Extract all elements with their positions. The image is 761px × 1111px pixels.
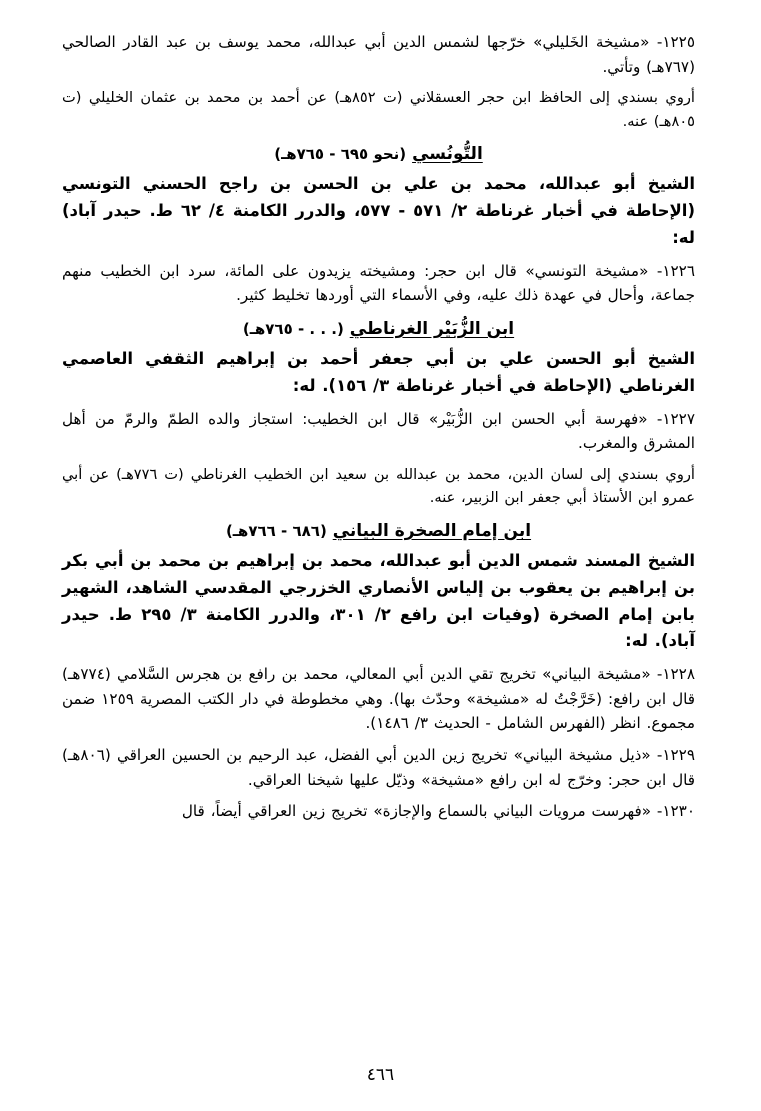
heading-ibn-zubayr-years: (. . . - ٧٦٥هـ) [242, 319, 344, 338]
entry-1230-text: ١٢٣٠- «فهرست مرويات البياني بالسماع والإجازة» تخريج زين العراقي أيضاً، قال [181, 802, 695, 821]
heading-ibn-imam-years: (٦٨٦ - ٧٦٦هـ) [225, 521, 327, 540]
bio-ibn-imam-text: الشيخ المسند شمس الدين أبو عبدالله، محمد بن إبراهيم بن محمد بن أبي بكر بن إبراهيم بن يعقوب بن إلياس الأنصاري الخزرجي المقدسي الشاهد، الشهير بابن إمام الصخرة (وفيات ابن رافع ٢/ ٣٠١، والدرر الكامنة ٣/ ٢٩٥ ط. حيدر آباد). له: [62, 551, 695, 651]
entry-1225 [62, 30, 695, 79]
entry-1226 [62, 259, 695, 308]
heading-tunisi-years: (نحو ٦٩٥ - ٧٦٥هـ) [274, 144, 407, 163]
entry-1229 [62, 743, 695, 792]
page-number: ٤٦٦ [366, 1065, 395, 1085]
entry-1228-text: ١٢٢٨- «مشيخة البياني» تخريج تقي الدين أبي المعالي، محمد بن رافع بن هجرس السَّلامي (٧٧٤هـ) قال ابن رافع: (خَرَّجْتُ له «مشيخة» وحدّث بها). وهي مخطوطة في دار الكتب المصرية ١٢٥٩ ضمن مجموع. انظر (الفهرس الشامل - الحديث ٣/ ١٤٨٦). [62, 665, 695, 733]
bio-ibn-zubayr-text: الشيخ أبو الحسن علي بن أبي جعفر أحمد بن إبراهيم الثقفي العاصمي الغرناطي (الإحاطة في أخبار غرناطة ٣/ ١٥٦). له: [62, 349, 695, 396]
heading-tunisi [62, 142, 695, 168]
entry-1228 [62, 662, 695, 736]
heading-ibn-zubayr [62, 317, 695, 343]
bio-tunisi-text: الشيخ أبو عبدالله، محمد بن علي بن الحسن بن راجح الحسني التونسي (الإحاطة في أخبار غرناطة ٢/ ٥٧١ - ٥٧٧، والدرر الكامنة ٤/ ٦٢ ط. حيدر آباد) له: [62, 174, 695, 247]
heading-ibn-zubayr-title: ابن الزُّبَيْر الغرناطي [349, 318, 515, 339]
heading-ibn-imam-title: ابن إمام الصخرة البياني [332, 520, 532, 541]
entry-1226-text: ١٢٢٦- «مشيخة التونسي» قال ابن حجر: ومشيخته يزيدون على المائة، سرد ابن الخطيب منهم جماعة، وأحال في عهدة ذلك عليه، وفي الأسماء التي أوردها تخليط كثير. [62, 261, 695, 305]
bio-ibn-imam [62, 548, 695, 655]
note-1227-text: أروي بسندي إلى لسان الدين، محمد بن عبدالله بن سعيد ابن الخطيب الغرناطي (ت ٧٧٦هـ) عن أبي عمرو ابن الأستاذ أبي جعفر ابن الزبير، عنه. [62, 466, 695, 507]
note-1227 [62, 463, 695, 510]
heading-ibn-imam [62, 519, 695, 545]
entry-1230 [62, 799, 695, 824]
note-1225-text: أروي بسندي إلى الحافظ ابن حجر العسقلاني (ت ٨٥٢هـ) عن أحمد بن محمد بن عثمان الخليلي (ت ٨٠٥هـ) عنه. [62, 89, 695, 130]
entry-1227 [62, 407, 695, 456]
note-1225 [62, 86, 695, 133]
bio-tunisi [62, 171, 695, 251]
entry-1225-text: ١٢٢٥- «مشيخة الخَليلي» خرّجها لشمس الدين أبي عبدالله، محمد يوسف بن عبد القادر الصالحي (٧٦٧هـ) وتأتي. [62, 33, 695, 76]
bio-ibn-zubayr [62, 346, 695, 399]
heading-tunisi-title: التُّونُسي [412, 143, 483, 164]
entry-1229-text: ١٢٢٩- «ذيل مشيخة البياني» تخريج زين الدين أبي الفضل، عبد الرحيم بن الحسين العراقي (٨٠٦هـ) قال ابن حجر: وخرّج له ابن رافع «مشيخة» وذيّل عليها شيخنا العراقي. [62, 745, 695, 789]
entry-1227-text: ١٢٢٧- «فهرسة أبي الحسن ابن الزُّبَيْر» قال ابن الخطيب: استجاز والده الطمّ والرمّ من أهل المشرق والمغرب. [62, 409, 695, 453]
